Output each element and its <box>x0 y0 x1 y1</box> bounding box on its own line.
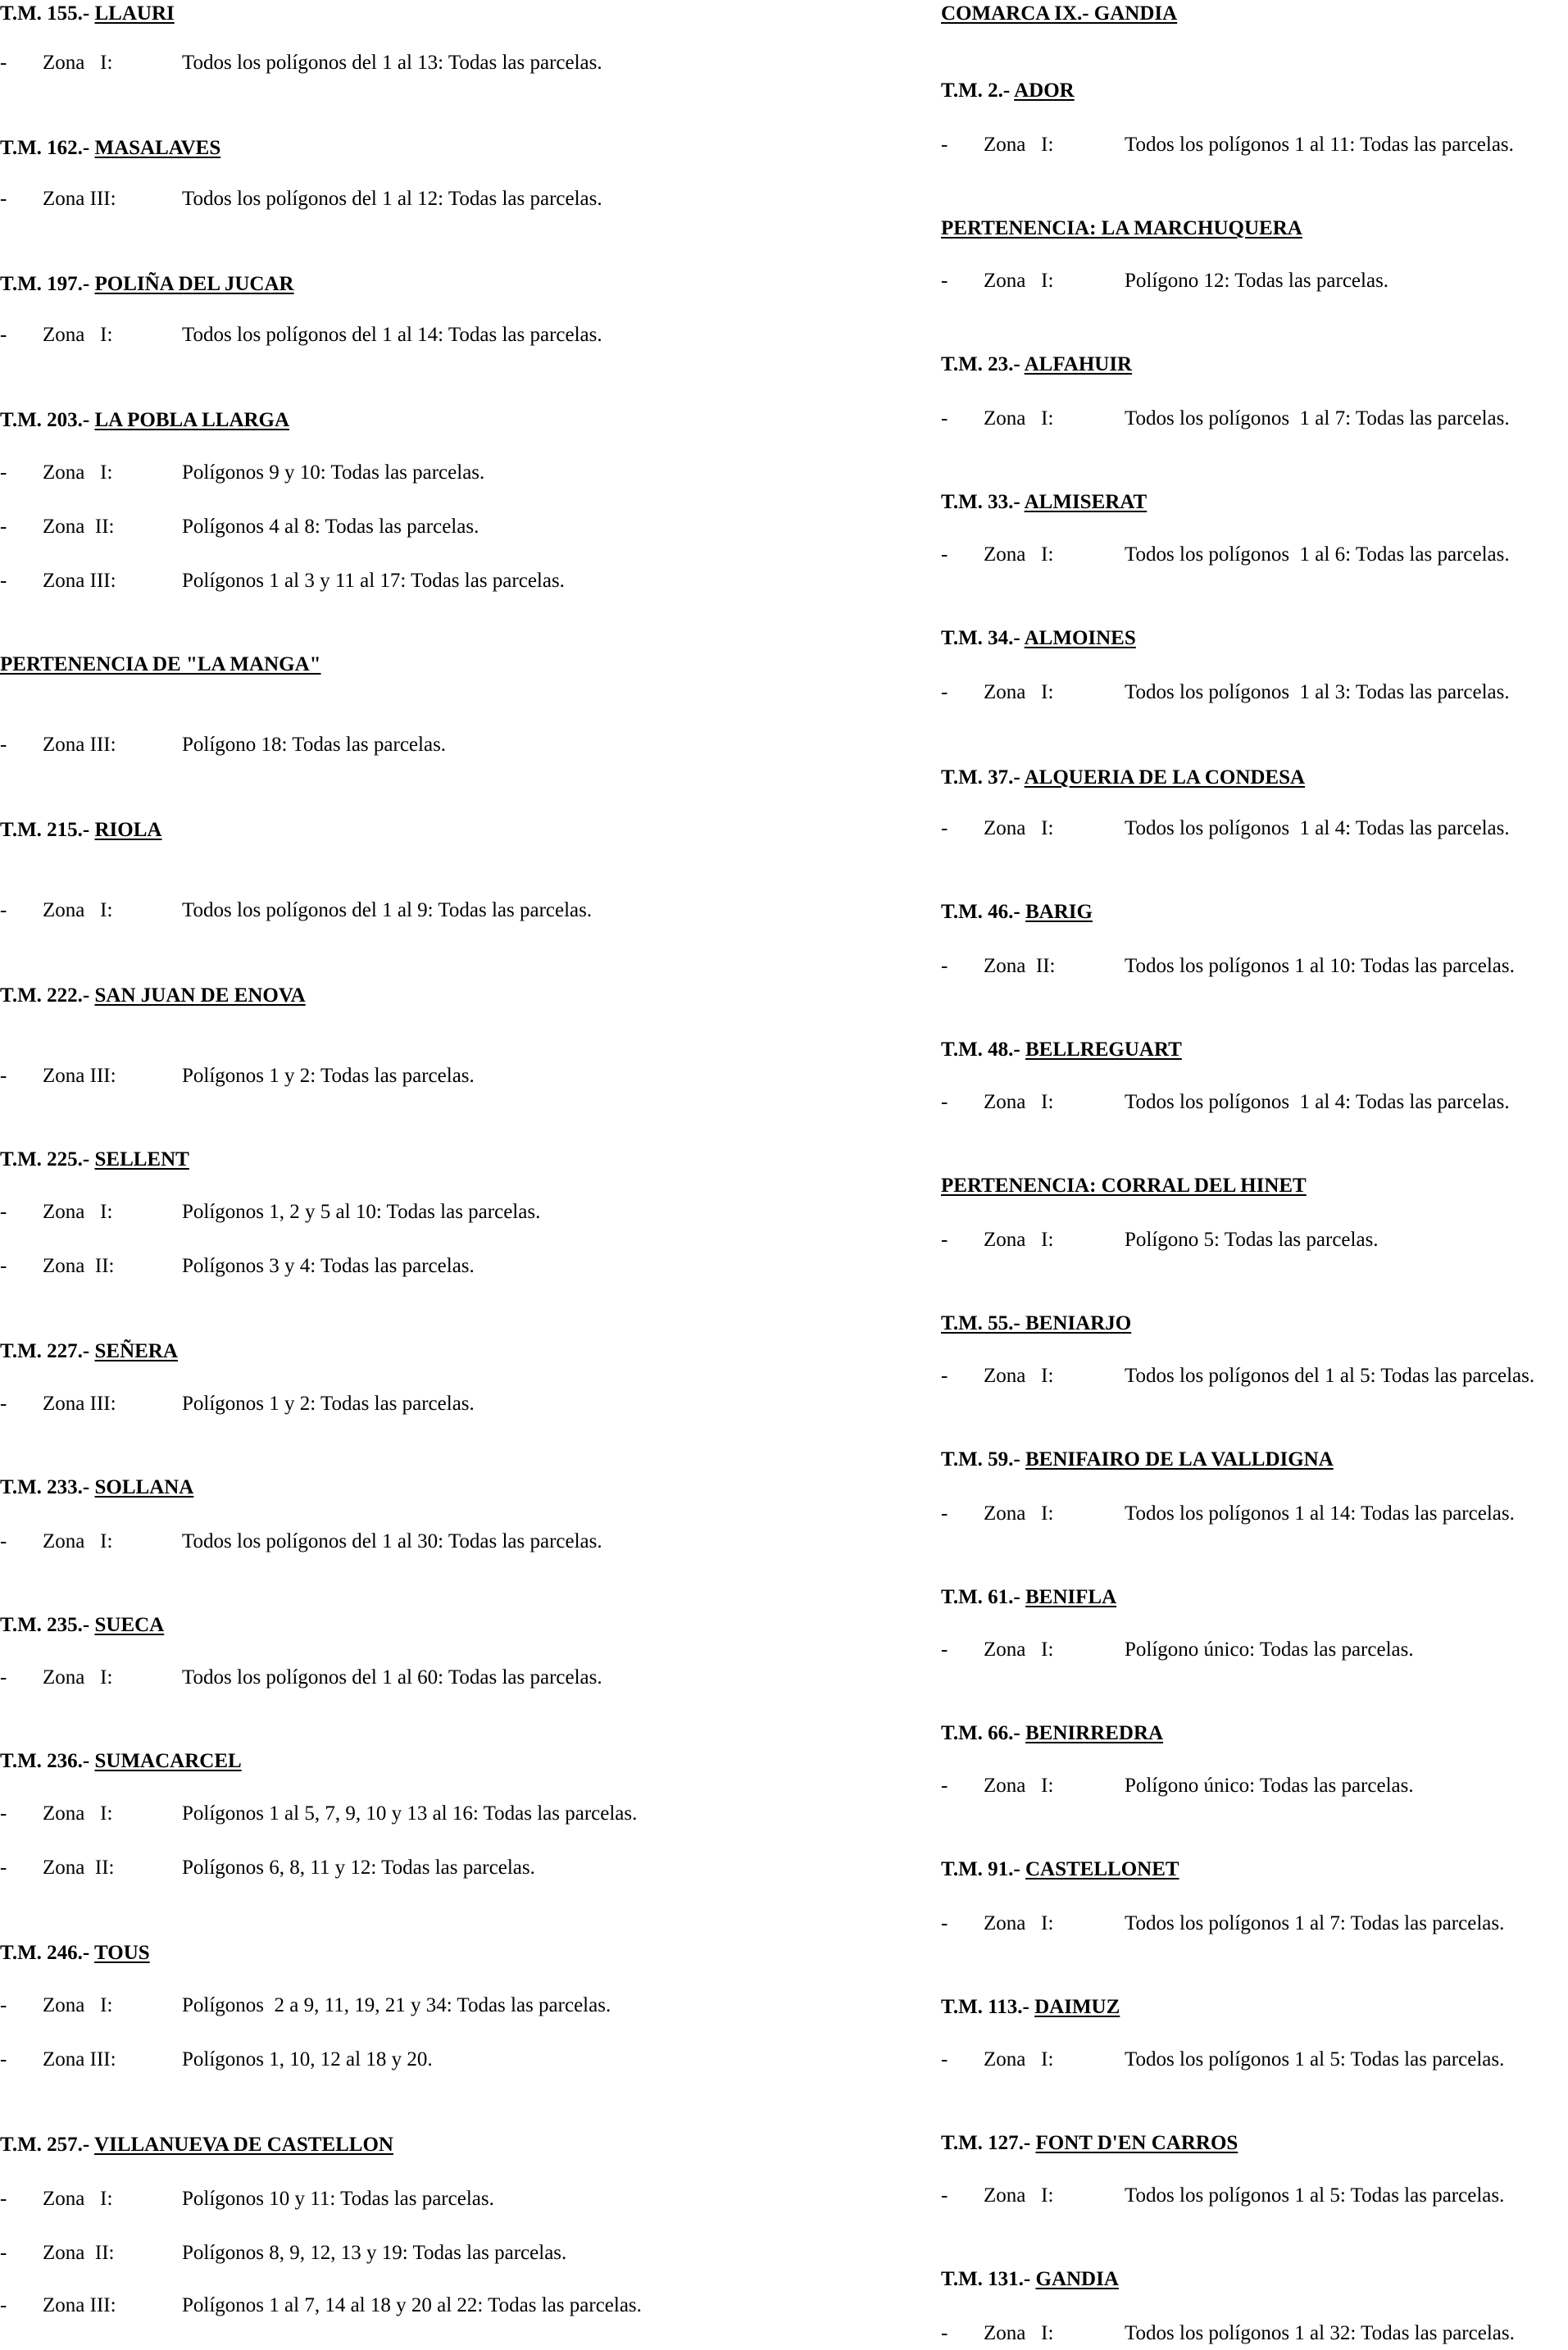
zone-label: Zona III: <box>43 1393 116 1415</box>
zone-label: Zona III: <box>43 2048 116 2070</box>
heading-name: SUMACARCEL <box>94 1750 242 1772</box>
zone-entry <box>0 2046 623 2074</box>
heading-name: VILLANUEVA DE CASTELLON <box>94 2134 393 2156</box>
zone-label: Zona III: <box>43 1065 116 1087</box>
list-dash: - <box>0 1802 7 1825</box>
zone-entry <box>0 1528 623 1556</box>
zone-description: Todos los polígonos 1 al 4: Todas las parcelas. <box>1125 817 1510 839</box>
section-heading-almoines <box>941 625 1136 652</box>
heading-number: T.M. 155.- <box>0 2 95 25</box>
zone-entry <box>0 731 623 759</box>
zone-description: Polígono 5: Todas las parcelas. <box>1125 1229 1379 1251</box>
list-dash: - <box>0 52 7 74</box>
zone-entry <box>0 2292 642 2320</box>
section-heading-comarca-ix-gandia <box>941 0 1177 28</box>
section-heading-sollana <box>0 1474 193 1502</box>
zone-description: Polígonos 1, 10, 12 al 18 y 20. <box>182 2048 433 2070</box>
zone-entry <box>941 815 1564 843</box>
list-dash: - <box>941 1229 948 1251</box>
list-dash: - <box>0 324 7 346</box>
zone-label: Zona III: <box>43 734 116 756</box>
zone-label: Zona III: <box>43 570 116 592</box>
list-dash: - <box>941 1639 948 1661</box>
zone-label: Zona II: <box>43 1255 115 1277</box>
zone-label: Zona I: <box>43 1802 113 1825</box>
zone-description: Todos los polígonos 1 al 3: Todas las parcelas. <box>1125 681 1510 703</box>
zone-label: Zona II: <box>43 2242 115 2264</box>
heading-name: COMARCA IX.- GANDIA <box>941 2 1178 25</box>
zone-description: Todos los polígonos del 1 al 13: Todas las parcelas. <box>182 52 602 74</box>
list-dash: - <box>0 1994 7 2016</box>
section-heading-llauri <box>0 0 175 28</box>
zone-label: Zona I: <box>984 2322 1054 2344</box>
heading-name: SAN JUAN DE ENOVA <box>94 984 306 1007</box>
section-heading-riola <box>0 816 161 844</box>
heading-number: T.M. 215.- <box>0 819 95 841</box>
zone-entry <box>0 2185 623 2213</box>
zone-description: Polígonos 6, 8, 11 y 12: Todas las parcelas. <box>182 1857 535 1879</box>
section-heading-benirredra <box>941 1720 1163 1748</box>
section-heading-tous <box>0 1939 150 1967</box>
zone-label: Zona I: <box>984 1365 1054 1387</box>
heading-number: T.M. 127.- <box>941 2132 1036 2154</box>
section-heading-masalaves <box>0 134 220 162</box>
list-dash: - <box>941 1091 948 1113</box>
zone-description: Todos los polígonos del 1 al 14: Todas las parcelas. <box>182 324 602 346</box>
section-heading-font-d-en-carros <box>941 2130 1238 2157</box>
section-heading-sueca <box>0 1611 164 1639</box>
zone-label: Zona II: <box>43 516 115 538</box>
zone-label: Zona I: <box>984 1091 1054 1113</box>
zone-entry <box>0 185 623 213</box>
list-dash: - <box>941 1775 948 1797</box>
zone-label: Zona I: <box>43 1530 113 1552</box>
heading-name: ALMOINES <box>1024 627 1136 649</box>
zone-description: Todos los polígonos del 1 al 30: Todas las parcelas. <box>182 1530 602 1552</box>
list-dash: - <box>0 1201 7 1223</box>
heading-name: T.M. 55.- BENIARJO <box>941 1312 1132 1334</box>
heading-name: SELLENT <box>94 1148 189 1170</box>
zone-label: Zona I: <box>984 1229 1054 1251</box>
heading-name: GANDIA <box>1035 2268 1119 2290</box>
heading-number: T.M. 257.- <box>0 2134 95 2156</box>
zone-description: Todos los polígonos 1 al 10: Todas las parcelas. <box>1125 955 1515 977</box>
zone-label: Zona I: <box>984 817 1054 839</box>
zone-description: Todos los polígonos 1 al 32: Todas las parcelas. <box>1125 2322 1515 2344</box>
section-heading-polina-del-jucar <box>0 270 294 298</box>
zone-entry <box>941 1362 1564 1390</box>
zone-description: Todos los polígonos 1 al 6: Todas las parcelas. <box>1125 543 1510 566</box>
list-dash: - <box>0 1065 7 1087</box>
zone-entry <box>0 1664 623 1692</box>
heading-name: MASALAVES <box>94 137 221 159</box>
zone-description: Polígonos 1 al 5, 7, 9, 10 y 13 al 16: Todas las parcelas. <box>182 1802 638 1825</box>
zone-description: Polígono único: Todas las parcelas. <box>1125 1775 1414 1797</box>
zone-description: Todos los polígonos 1 al 7: Todas las parcelas. <box>1125 1912 1505 1934</box>
section-heading-almiserat <box>941 489 1147 516</box>
heading-name: LLAURI <box>94 2 175 25</box>
zone-description: Todos los polígonos 1 al 4: Todas las parcelas. <box>1125 1091 1510 1113</box>
zone-entry <box>941 2182 1564 2210</box>
heading-name: RIOLA <box>94 819 162 841</box>
section-heading-bellreguart <box>941 1036 1182 1064</box>
list-dash: - <box>941 1365 948 1387</box>
heading-name: SUECA <box>94 1614 165 1636</box>
heading-number: T.M. 66.- <box>941 1722 1025 1744</box>
heading-number: T.M. 233.- <box>0 1476 95 1498</box>
list-dash: - <box>941 1502 948 1525</box>
zone-description: Polígonos 1 al 3 y 11 al 17: Todas las parcelas. <box>182 570 565 592</box>
list-dash: - <box>0 570 7 592</box>
zone-description: Todos los polígonos 1 al 14: Todas las parcelas. <box>1125 1502 1515 1525</box>
heading-number: T.M. 197.- <box>0 273 95 295</box>
zone-entry <box>941 1910 1564 1938</box>
zone-entry <box>941 952 1564 980</box>
zone-entry <box>0 1992 623 2020</box>
heading-number: T.M. 246.- <box>0 1942 95 1964</box>
zone-description: Todos los polígonos del 1 al 5: Todas las parcelas. <box>1125 1365 1535 1387</box>
section-heading-barig <box>941 898 1093 926</box>
heading-number: T.M. 61.- <box>941 1586 1025 1608</box>
zone-entry <box>0 1252 623 1280</box>
zone-description: Polígonos 9 y 10: Todas las parcelas. <box>182 461 485 484</box>
list-dash: - <box>0 2188 7 2210</box>
zone-entry <box>941 2046 1564 2074</box>
list-dash: - <box>0 2294 7 2316</box>
heading-number: T.M. 227.- <box>0 1340 95 1362</box>
zone-description: Polígono único: Todas las parcelas. <box>1125 1639 1414 1661</box>
zone-description: Polígonos 1 al 7, 14 al 18 y 20 al 22: Todas las parcelas. <box>182 2294 642 2316</box>
heading-name: ALQUERIA DE LA CONDESA <box>1024 766 1306 789</box>
heading-name: SOLLANA <box>94 1476 194 1498</box>
heading-name: BENIFAIRO DE LA VALLDIGNA <box>1025 1448 1334 1470</box>
heading-name: PERTENENCIA DE "LA MANGA" <box>0 653 321 675</box>
heading-name: POLIÑA DEL JUCAR <box>94 273 294 295</box>
zone-entry <box>941 541 1564 569</box>
zone-entry <box>941 2320 1564 2348</box>
zone-label: Zona I: <box>43 899 113 921</box>
heading-number: T.M. 59.- <box>941 1448 1025 1470</box>
heading-number: T.M. 113.- <box>941 1996 1035 2018</box>
heading-number: T.M. 91.- <box>941 1858 1025 1880</box>
zone-description: Polígonos 8, 9, 12, 13 y 19: Todas las parcelas. <box>182 2242 567 2264</box>
section-heading-senera <box>0 1338 178 1366</box>
zone-description: Todos los polígonos 1 al 11: Todas las parcelas. <box>1125 134 1514 156</box>
section-heading-t-m-55-beniarjo <box>941 1310 1131 1338</box>
zone-description: Todos los polígonos del 1 al 12: Todas las parcelas. <box>182 188 602 210</box>
section-heading-alqueria-de-la-condesa <box>941 764 1305 792</box>
list-dash: - <box>941 2048 948 2070</box>
zone-entry <box>0 897 623 925</box>
heading-number: T.M. 48.- <box>941 1039 1025 1061</box>
zone-description: Polígonos 3 y 4: Todas las parcelas. <box>182 1255 475 1277</box>
zone-label: Zona III: <box>43 188 116 210</box>
heading-number: T.M. 33.- <box>941 491 1025 513</box>
zone-description: Polígono 18: Todas las parcelas. <box>182 734 447 756</box>
list-dash: - <box>941 543 948 566</box>
zone-description: Polígonos 2 a 9, 11, 19, 21 y 34: Todas las parcelas. <box>182 1994 611 2016</box>
zone-label: Zona III: <box>43 2294 116 2316</box>
zone-entry <box>941 1772 1564 1800</box>
zone-label: Zona I: <box>43 1994 113 2016</box>
heading-number: T.M. 37.- <box>941 766 1025 789</box>
list-dash: - <box>0 1530 7 1552</box>
zone-label: Zona I: <box>984 1639 1054 1661</box>
heading-number: T.M. 203.- <box>0 409 95 431</box>
zone-entry <box>0 513 623 541</box>
zone-entry <box>0 567 623 595</box>
section-heading-la-pobla-llarga <box>0 407 289 434</box>
heading-number: T.M. 235.- <box>0 1614 95 1636</box>
zone-description: Todos los polígonos del 1 al 60: Todas las parcelas. <box>182 1666 602 1689</box>
zone-label: Zona I: <box>43 52 113 74</box>
list-dash: - <box>941 407 948 430</box>
section-heading-pertenencia-corral-del-hinet <box>941 1172 1307 1200</box>
zone-entry <box>0 1800 638 1828</box>
heading-name: SEÑERA <box>94 1340 178 1362</box>
zone-label: Zona I: <box>984 134 1054 156</box>
zone-label: Zona I: <box>43 324 113 346</box>
zone-label: Zona I: <box>984 407 1054 430</box>
heading-name: PERTENENCIA: LA MARCHUQUERA <box>941 217 1302 239</box>
zone-label: Zona I: <box>984 1775 1054 1797</box>
heading-name: TOUS <box>94 1942 150 1964</box>
list-dash: - <box>941 955 948 977</box>
zone-description: Todos los polígonos 1 al 5: Todas las parcelas. <box>1125 2184 1505 2207</box>
heading-number: T.M. 2.- <box>941 80 1015 102</box>
list-dash: - <box>0 1666 7 1689</box>
section-heading-benifairo-de-la-valldigna <box>941 1446 1334 1474</box>
zone-label: Zona I: <box>43 1666 113 1689</box>
section-heading-sellent <box>0 1146 189 1174</box>
heading-name: BENIRREDRA <box>1025 1722 1164 1744</box>
heading-name: LA POBLA LLARGA <box>94 409 290 431</box>
heading-name: DAIMUZ <box>1034 1996 1120 2018</box>
list-dash: - <box>941 817 948 839</box>
zone-entry <box>941 679 1564 707</box>
heading-name: BARIG <box>1025 901 1093 923</box>
list-dash: - <box>0 1393 7 1415</box>
heading-number: T.M. 46.- <box>941 901 1025 923</box>
list-dash: - <box>0 516 7 538</box>
list-dash: - <box>941 681 948 703</box>
zone-label: Zona II: <box>984 955 1056 977</box>
zone-entry <box>941 405 1564 433</box>
section-heading-villanueva-de-castellon <box>0 2131 393 2159</box>
list-dash: - <box>941 2322 948 2344</box>
zone-label: Zona II: <box>43 1857 115 1879</box>
list-dash: - <box>941 2184 948 2207</box>
section-heading-san-juan-de-enova <box>0 982 306 1010</box>
list-dash: - <box>0 899 7 921</box>
section-heading-pertenencia-la-marchuquera <box>941 215 1302 243</box>
heading-name: ALMISERAT <box>1024 491 1148 513</box>
heading-name: ADOR <box>1014 80 1075 102</box>
zone-entry <box>941 1500 1564 1528</box>
section-heading-benifla <box>941 1584 1116 1611</box>
section-heading-daimuz <box>941 1993 1120 2021</box>
heading-number: T.M. 162.- <box>0 137 95 159</box>
heading-name: PERTENENCIA: CORRAL DEL HINET <box>941 1175 1307 1197</box>
zone-label: Zona I: <box>984 270 1054 292</box>
list-dash: - <box>941 1912 948 1934</box>
heading-name: ALFAHUIR <box>1024 353 1133 375</box>
zone-label: Zona I: <box>984 1912 1054 1934</box>
list-dash: - <box>941 134 948 156</box>
zone-description: Todos los polígonos 1 al 5: Todas las parcelas. <box>1125 2048 1505 2070</box>
zone-entry <box>941 1636 1564 1664</box>
list-dash: - <box>0 734 7 756</box>
zone-entry <box>941 1089 1564 1116</box>
heading-name: BENIFLA <box>1025 1586 1117 1608</box>
zone-entry <box>0 1198 623 1226</box>
section-heading-pertenencia-de-la-manga <box>0 651 321 679</box>
zone-label: Zona I: <box>984 681 1054 703</box>
list-dash: - <box>941 270 948 292</box>
heading-number: T.M. 34.- <box>941 627 1025 649</box>
zone-label: Zona I: <box>984 2184 1054 2207</box>
zone-entry <box>941 131 1564 159</box>
list-dash: - <box>0 188 7 210</box>
heading-number: T.M. 131.- <box>941 2268 1036 2290</box>
list-dash: - <box>0 1857 7 1879</box>
zone-label: Zona I: <box>43 1201 113 1223</box>
list-dash: - <box>0 2242 7 2264</box>
list-dash: - <box>0 461 7 484</box>
section-heading-gandia <box>941 2266 1119 2293</box>
zone-entry <box>0 1062 623 1090</box>
zone-label: Zona I: <box>43 2188 113 2210</box>
zone-description: Polígono 12: Todas las parcelas. <box>1125 270 1389 292</box>
section-heading-castellonet <box>941 1856 1179 1884</box>
zone-entry <box>0 1854 623 1882</box>
zone-label: Zona I: <box>984 1502 1054 1525</box>
zone-description: Todos los polígonos 1 al 7: Todas las parcelas. <box>1125 407 1510 430</box>
heading-number: T.M. 23.- <box>941 353 1025 375</box>
zone-description: Polígonos 10 y 11: Todas las parcelas. <box>182 2188 494 2210</box>
list-dash: - <box>0 2048 7 2070</box>
heading-name: CASTELLONET <box>1025 1858 1179 1880</box>
section-heading-alfahuir <box>941 351 1132 379</box>
zone-entry <box>941 267 1564 295</box>
zone-entry <box>0 49 623 77</box>
heading-number: T.M. 225.- <box>0 1148 95 1170</box>
zone-entry <box>0 2239 623 2267</box>
list-dash: - <box>0 1255 7 1277</box>
zone-entry <box>0 459 623 487</box>
zone-description: Polígonos 1, 2 y 5 al 10: Todas las parcelas. <box>182 1201 541 1223</box>
zone-description: Todos los polígonos del 1 al 9: Todas las parcelas. <box>182 899 593 921</box>
heading-name: FONT D'EN CARROS <box>1035 2132 1238 2154</box>
zone-entry <box>0 1390 623 1418</box>
zone-label: Zona I: <box>43 461 113 484</box>
heading-number: T.M. 222.- <box>0 984 95 1007</box>
zone-entry <box>941 1226 1564 1254</box>
heading-number: T.M. 236.- <box>0 1750 95 1772</box>
zone-description: Polígonos 1 y 2: Todas las parcelas. <box>182 1393 475 1415</box>
section-heading-sumacarcel <box>0 1748 242 1775</box>
zone-description: Polígonos 1 y 2: Todas las parcelas. <box>182 1065 475 1087</box>
zone-label: Zona I: <box>984 2048 1054 2070</box>
zone-label: Zona I: <box>984 543 1054 566</box>
heading-name: BELLREGUART <box>1025 1039 1182 1061</box>
zone-entry <box>0 321 623 349</box>
zone-description: Polígonos 4 al 8: Todas las parcelas. <box>182 516 479 538</box>
section-heading-ador <box>941 77 1075 105</box>
